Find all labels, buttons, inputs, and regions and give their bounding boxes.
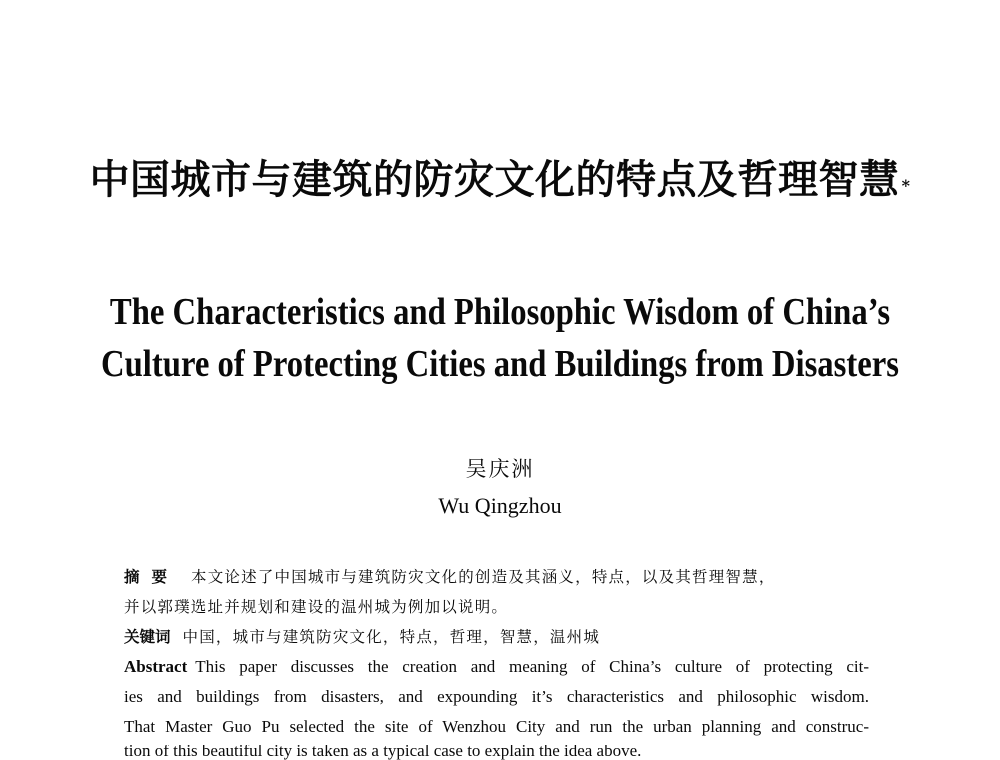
title-chinese <box>0 150 1000 210</box>
abstract-en-text-4: tion of this beautiful city is taken as a typical case to explain the idea above. <box>124 745 642 760</box>
title-english-line-2: Culture of Protecting Cities and Buildings from Disasters <box>101 343 899 385</box>
abstract-en-line-3: That Master Guo Pu selected the site of Wenzhou City and run the urban planning and construc- <box>124 717 869 736</box>
keywords-cn-line <box>124 622 869 652</box>
abstract-cn-text-1: 本文论述了中国城市与建筑防灾文化的创造及其涵义，特点，以及其哲理智慧， <box>191 568 776 586</box>
title-chinese-text: 中国城市与建筑的防灾文化的特点及哲理智慧 <box>89 156 900 203</box>
abstract-en-text-1: This paper discusses the creation and meaning of China’s culture of protecting cit- <box>195 657 869 676</box>
abstract-en-line-1 <box>124 652 869 682</box>
author-chinese: 吴庆洲 <box>465 457 535 481</box>
abstract-section <box>124 562 869 742</box>
title-english <box>70 286 930 390</box>
abstract-en-line-4-cutoff <box>124 745 869 760</box>
abstract-cn-line-1 <box>124 562 869 592</box>
title-english-line-1: The Characteristics and Philosophic Wisdom of China’s <box>109 291 891 333</box>
abstract-en-label: Abstract <box>124 657 188 676</box>
abstract-cn-label: 摘要 <box>124 568 180 586</box>
author-english: Wu Qingzhou <box>438 493 562 518</box>
abstract-cn-line-2: 并以郭璞选址并规划和建设的温州城为例加以说明。 <box>124 598 509 616</box>
abstract-en-line-2: ies and buildings from disasters, and expounding it’s characteristics and philosophic wisdom. <box>124 687 869 706</box>
keywords-cn-label: 关键词 <box>124 628 171 646</box>
keywords-cn-text: 中国，城市与建筑防灾文化，特点，哲理，智慧，温州城 <box>182 628 601 646</box>
title-footnote-mark: * <box>901 176 911 195</box>
